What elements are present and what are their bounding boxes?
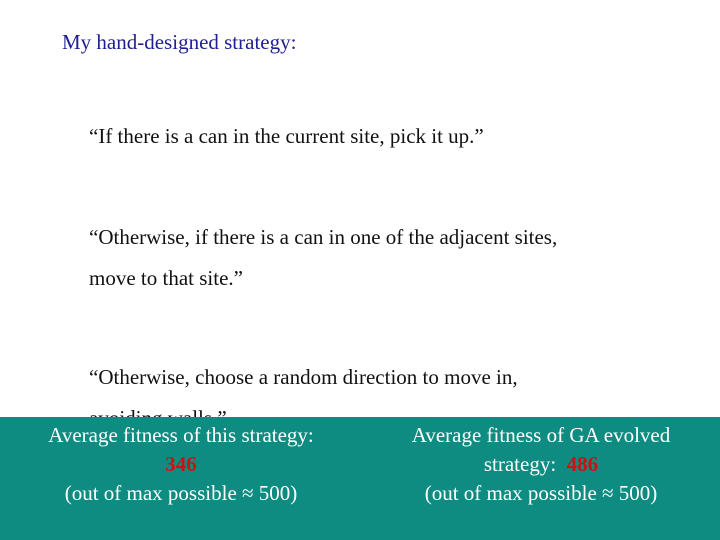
hand-designed-fitness bbox=[0, 421, 362, 508]
rule-adjacent-can-line-1: “Otherwise, if there is a can in one of the adjacent sites, bbox=[89, 225, 558, 249]
ga-evolved-fitness bbox=[362, 421, 720, 508]
hand-designed-fitness-label: Average fitness of this strategy: bbox=[48, 423, 314, 447]
ga-evolved-fitness-label-line-1: Average fitness of GA evolved bbox=[411, 423, 671, 447]
ga-evolved-fitness-label-line-2 bbox=[362, 450, 720, 479]
rule-adjacent-can-line-2: move to that site.” bbox=[89, 266, 243, 290]
hand-designed-fitness-note: (out of max possible ≈ 500) bbox=[64, 481, 298, 505]
ga-evolved-fitness-note: (out of max possible ≈ 500) bbox=[424, 481, 658, 505]
hand-designed-fitness-value: 346 bbox=[165, 452, 197, 476]
ga-evolved-strategy-label: strategy: bbox=[483, 452, 557, 476]
ga-evolved-fitness-value: 486 bbox=[566, 452, 599, 476]
rule-pick-up-can: “If there is a can in the current site, pick it up.” bbox=[89, 124, 484, 148]
rule-random-move-line-1: “Otherwise, choose a random direction to move in, bbox=[89, 365, 518, 389]
slide-title: My hand-designed strategy: bbox=[62, 30, 297, 54]
